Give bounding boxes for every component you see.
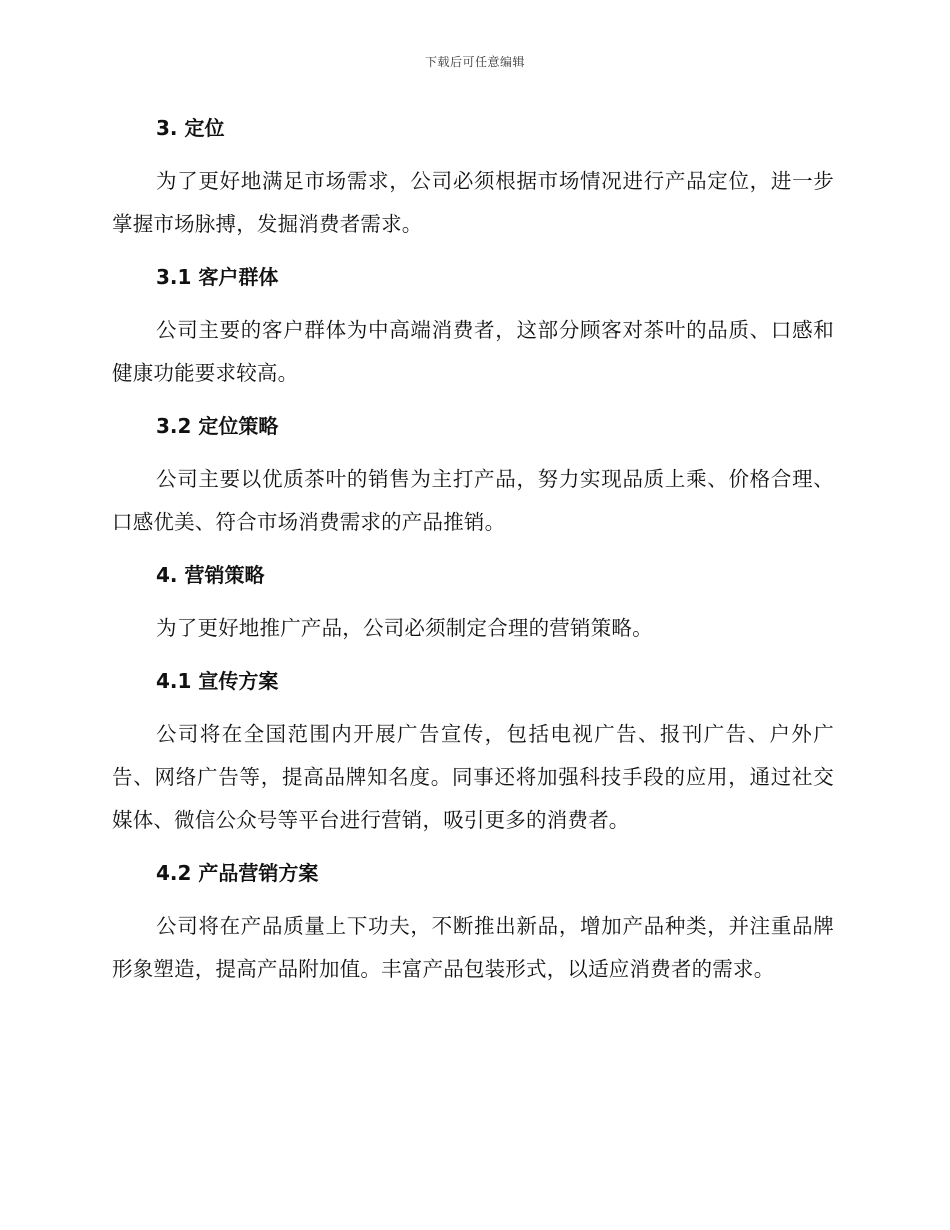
paragraph-positioning: 为了更好地满足市场需求，公司必须根据市场情况进行产品定位，进一步掌握市场脉搏，发掘消费者需求。 [112, 169, 834, 236]
section-heading-4-1: 4.1 宣传方案 [156, 669, 279, 693]
paragraph-positioning-strategy: 公司主要以优质茶叶的销售为主打产品，努力实现品质上乘、价格合理、口感优美、符合市场消费需求的产品推销。 [112, 467, 834, 534]
header-note: 下载后可任意编辑 [424, 55, 525, 69]
section-heading-3-1: 3.1 客户群体 [156, 265, 279, 289]
section-heading-4: 4. 营销策略 [156, 563, 265, 587]
section-heading-3: 3. 定位 [156, 116, 225, 140]
paragraph-marketing-strategy: 为了更好地推广产品，公司必须制定合理的营销策略。 [156, 616, 653, 640]
section-heading-3-2: 3.2 定位策略 [156, 414, 279, 438]
document-body [112, 108, 834, 1002]
paragraph-product-marketing-plan: 公司将在产品质量上下功夫，不断推出新品，增加产品种类，并注重品牌形象塑造，提高产品附加值。丰富产品包装形式，以适应消费者的需求。 [112, 914, 834, 981]
paragraph-customer-group: 公司主要的客户群体为中高端消费者，这部分顾客对茶叶的品质、口感和健康功能要求较高。 [112, 318, 834, 385]
paragraph-promotion-plan: 公司将在全国范围内开展广告宣传，包括电视广告、报刊广告、户外广告、网络广告等，提高品牌知名度。同事还将加强科技手段的应用，通过社交媒体、微信公众号等平台进行营销，吸引更多的消费者。 [112, 722, 834, 832]
section-heading-4-2: 4.2 产品营销方案 [156, 861, 319, 885]
